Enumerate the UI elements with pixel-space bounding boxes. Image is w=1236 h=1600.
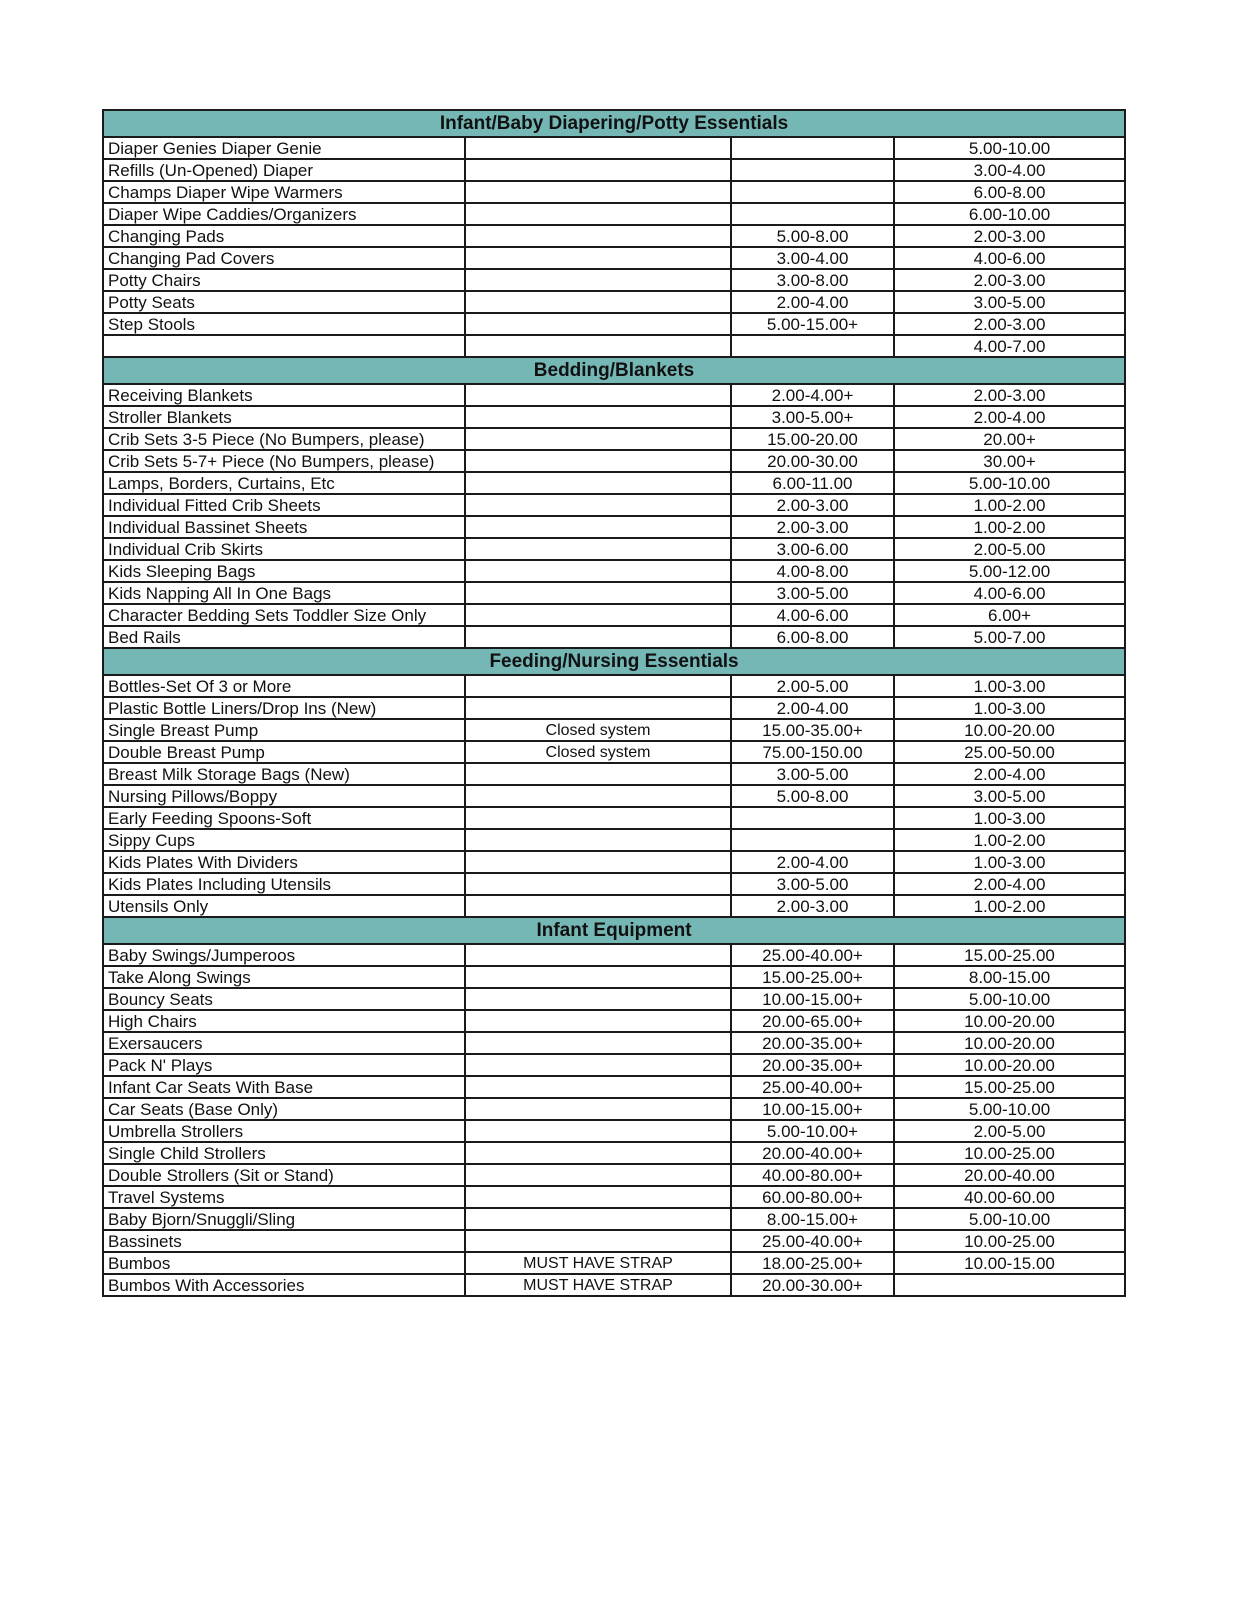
item-name-cell: Pack N' Plays (103, 1054, 465, 1076)
item-name-cell: Champs Diaper Wipe Warmers (103, 181, 465, 203)
table-row (103, 1274, 1125, 1296)
table-row (103, 1032, 1125, 1054)
table-row (103, 1076, 1125, 1098)
price-range-b-cell: 2.00-5.00 (894, 1120, 1125, 1142)
item-name-cell: Bumbos (103, 1252, 465, 1274)
section-title: Infant Equipment (103, 917, 1125, 944)
table-row (103, 1164, 1125, 1186)
item-name-cell: Sippy Cups (103, 829, 465, 851)
note-cell (465, 1120, 731, 1142)
section-title: Bedding/Blankets (103, 357, 1125, 384)
note-cell (465, 1098, 731, 1120)
item-name-cell: Changing Pad Covers (103, 247, 465, 269)
item-name-cell: Single Breast Pump (103, 719, 465, 741)
note-cell: MUST HAVE STRAP (465, 1274, 731, 1296)
price-range-a-cell: 60.00-80.00+ (731, 1186, 894, 1208)
price-range-a-cell: 3.00-5.00 (731, 873, 894, 895)
price-range-b-cell: 1.00-3.00 (894, 697, 1125, 719)
table-row (103, 829, 1125, 851)
table-row (103, 516, 1125, 538)
note-cell (465, 697, 731, 719)
price-range-a-cell: 10.00-15.00+ (731, 988, 894, 1010)
price-range-a-cell: 2.00-3.00 (731, 516, 894, 538)
note-cell (465, 560, 731, 582)
table-row (103, 1120, 1125, 1142)
note-cell (465, 1186, 731, 1208)
table-row (103, 1098, 1125, 1120)
table-row (103, 313, 1125, 335)
table-row (103, 1010, 1125, 1032)
price-range-a-cell: 2.00-4.00 (731, 851, 894, 873)
note-cell (465, 313, 731, 335)
price-range-a-cell: 2.00-3.00 (731, 895, 894, 917)
table-row (103, 895, 1125, 917)
item-name-cell: Nursing Pillows/Boppy (103, 785, 465, 807)
price-range-a-cell (731, 829, 894, 851)
price-range-b-cell: 2.00-4.00 (894, 406, 1125, 428)
item-name-cell: High Chairs (103, 1010, 465, 1032)
note-cell (465, 944, 731, 966)
table-row (103, 538, 1125, 560)
item-name-cell: Step Stools (103, 313, 465, 335)
table-row (103, 719, 1125, 741)
price-range-b-cell: 8.00-15.00 (894, 966, 1125, 988)
price-range-a-cell: 4.00-8.00 (731, 560, 894, 582)
price-range-b-cell: 6.00-10.00 (894, 203, 1125, 225)
price-range-b-cell: 10.00-20.00 (894, 1032, 1125, 1054)
note-cell (465, 159, 731, 181)
note-cell (465, 450, 731, 472)
price-range-b-cell: 5.00-10.00 (894, 472, 1125, 494)
table-row (103, 1142, 1125, 1164)
price-range-b-cell: 1.00-3.00 (894, 675, 1125, 697)
price-range-b-cell: 10.00-15.00 (894, 1252, 1125, 1274)
note-cell (465, 1230, 731, 1252)
table-row (103, 1208, 1125, 1230)
price-range-a-cell: 75.00-150.00 (731, 741, 894, 763)
item-name-cell: Infant Car Seats With Base (103, 1076, 465, 1098)
item-name-cell: Bouncy Seats (103, 988, 465, 1010)
table-row (103, 247, 1125, 269)
table-row (103, 406, 1125, 428)
price-range-b-cell: 2.00-3.00 (894, 269, 1125, 291)
item-name-cell: Receiving Blankets (103, 384, 465, 406)
price-range-a-cell: 20.00-30.00+ (731, 1274, 894, 1296)
item-name-cell: Potty Chairs (103, 269, 465, 291)
table-row (103, 269, 1125, 291)
price-range-b-cell: 10.00-25.00 (894, 1230, 1125, 1252)
price-range-a-cell: 3.00-5.00+ (731, 406, 894, 428)
note-cell (465, 582, 731, 604)
price-range-a-cell: 2.00-3.00 (731, 494, 894, 516)
note-cell (465, 873, 731, 895)
section-header-row (103, 357, 1125, 384)
note-cell (465, 384, 731, 406)
item-name-cell: Stroller Blankets (103, 406, 465, 428)
price-range-b-cell: 2.00-3.00 (894, 384, 1125, 406)
table-row (103, 582, 1125, 604)
price-range-b-cell: 5.00-12.00 (894, 560, 1125, 582)
note-cell (465, 829, 731, 851)
item-name-cell (103, 335, 465, 357)
note-cell (465, 472, 731, 494)
price-range-a-cell: 5.00-8.00 (731, 225, 894, 247)
item-name-cell: Double Strollers (Sit or Stand) (103, 1164, 465, 1186)
item-name-cell: Bottles-Set Of 3 or More (103, 675, 465, 697)
table-row (103, 1186, 1125, 1208)
table-row (103, 428, 1125, 450)
price-range-b-cell: 4.00-6.00 (894, 582, 1125, 604)
price-range-b-cell: 1.00-2.00 (894, 494, 1125, 516)
price-range-b-cell: 3.00-5.00 (894, 291, 1125, 313)
price-range-a-cell: 5.00-8.00 (731, 785, 894, 807)
price-range-a-cell (731, 335, 894, 357)
table-row (103, 335, 1125, 357)
note-cell (465, 181, 731, 203)
item-name-cell: Diaper Genies Diaper Genie (103, 137, 465, 159)
note-cell (465, 807, 731, 829)
price-range-a-cell: 20.00-35.00+ (731, 1054, 894, 1076)
price-range-a-cell: 20.00-65.00+ (731, 1010, 894, 1032)
note-cell (465, 428, 731, 450)
table-row (103, 384, 1125, 406)
item-name-cell: Utensils Only (103, 895, 465, 917)
item-name-cell: Kids Plates Including Utensils (103, 873, 465, 895)
note-cell (465, 851, 731, 873)
note-cell (465, 604, 731, 626)
item-name-cell: Car Seats (Base Only) (103, 1098, 465, 1120)
note-cell (465, 675, 731, 697)
table-row (103, 807, 1125, 829)
price-range-b-cell: 3.00-5.00 (894, 785, 1125, 807)
price-range-a-cell: 4.00-6.00 (731, 604, 894, 626)
table-row (103, 675, 1125, 697)
note-cell (465, 137, 731, 159)
table-row (103, 450, 1125, 472)
item-name-cell: Exersaucers (103, 1032, 465, 1054)
item-name-cell: Crib Sets 3-5 Piece (No Bumpers, please) (103, 428, 465, 450)
price-range-b-cell: 2.00-4.00 (894, 763, 1125, 785)
price-range-a-cell: 2.00-4.00+ (731, 384, 894, 406)
item-name-cell: Early Feeding Spoons-Soft (103, 807, 465, 829)
price-range-a-cell: 25.00-40.00+ (731, 1076, 894, 1098)
price-range-a-cell: 3.00-5.00 (731, 582, 894, 604)
note-cell (465, 895, 731, 917)
price-range-a-cell: 20.00-40.00+ (731, 1142, 894, 1164)
price-range-a-cell: 18.00-25.00+ (731, 1252, 894, 1274)
section-header-row (103, 648, 1125, 675)
note-cell (465, 335, 731, 357)
item-name-cell: Breast Milk Storage Bags (New) (103, 763, 465, 785)
item-name-cell: Plastic Bottle Liners/Drop Ins (New) (103, 697, 465, 719)
price-range-b-cell: 5.00-10.00 (894, 137, 1125, 159)
table-row (103, 225, 1125, 247)
note-cell (465, 494, 731, 516)
table-row (103, 763, 1125, 785)
price-range-a-cell: 2.00-4.00 (731, 291, 894, 313)
price-range-b-cell: 25.00-50.00 (894, 741, 1125, 763)
price-range-b-cell: 30.00+ (894, 450, 1125, 472)
section-header-row (103, 917, 1125, 944)
table-row (103, 604, 1125, 626)
item-name-cell: Crib Sets 5-7+ Piece (No Bumpers, please) (103, 450, 465, 472)
price-range-b-cell: 40.00-60.00 (894, 1186, 1125, 1208)
note-cell (465, 966, 731, 988)
price-range-b-cell: 10.00-20.00 (894, 1010, 1125, 1032)
table-row (103, 137, 1125, 159)
table-row (103, 851, 1125, 873)
price-range-a-cell (731, 181, 894, 203)
price-range-a-cell: 3.00-6.00 (731, 538, 894, 560)
note-cell (465, 1010, 731, 1032)
note-cell (465, 203, 731, 225)
table-row (103, 472, 1125, 494)
item-name-cell: Individual Crib Skirts (103, 538, 465, 560)
item-name-cell: Take Along Swings (103, 966, 465, 988)
item-name-cell: Changing Pads (103, 225, 465, 247)
price-range-a-cell: 6.00-11.00 (731, 472, 894, 494)
note-cell (465, 291, 731, 313)
note-cell (465, 269, 731, 291)
price-range-a-cell: 2.00-4.00 (731, 697, 894, 719)
note-cell (465, 1164, 731, 1186)
item-name-cell: Potty Seats (103, 291, 465, 313)
price-range-a-cell: 3.00-8.00 (731, 269, 894, 291)
item-name-cell: Baby Swings/Jumperoos (103, 944, 465, 966)
section-header-row (103, 110, 1125, 137)
price-range-a-cell: 15.00-25.00+ (731, 966, 894, 988)
price-range-a-cell: 25.00-40.00+ (731, 1230, 894, 1252)
table-row (103, 1252, 1125, 1274)
table-row (103, 988, 1125, 1010)
note-cell: Closed system (465, 719, 731, 741)
price-range-b-cell: 2.00-3.00 (894, 225, 1125, 247)
note-cell (465, 1054, 731, 1076)
price-range-b-cell: 3.00-4.00 (894, 159, 1125, 181)
price-range-a-cell: 3.00-5.00 (731, 763, 894, 785)
item-name-cell: Refills (Un-Opened) Diaper (103, 159, 465, 181)
price-range-a-cell: 6.00-8.00 (731, 626, 894, 648)
item-name-cell: Character Bedding Sets Toddler Size Only (103, 604, 465, 626)
price-range-a-cell: 3.00-4.00 (731, 247, 894, 269)
note-cell (465, 538, 731, 560)
table-row (103, 741, 1125, 763)
item-name-cell: Kids Napping All In One Bags (103, 582, 465, 604)
price-range-b-cell: 1.00-3.00 (894, 807, 1125, 829)
price-range-a-cell (731, 159, 894, 181)
price-range-b-cell: 20.00-40.00 (894, 1164, 1125, 1186)
price-range-b-cell: 5.00-10.00 (894, 1098, 1125, 1120)
item-name-cell: Kids Sleeping Bags (103, 560, 465, 582)
price-range-b-cell: 10.00-20.00 (894, 1054, 1125, 1076)
table-row (103, 159, 1125, 181)
price-range-b-cell: 15.00-25.00 (894, 1076, 1125, 1098)
price-range-a-cell: 15.00-35.00+ (731, 719, 894, 741)
price-range-b-cell: 1.00-3.00 (894, 851, 1125, 873)
price-range-b-cell: 10.00-25.00 (894, 1142, 1125, 1164)
table-row (103, 181, 1125, 203)
note-cell: Closed system (465, 741, 731, 763)
price-range-b-cell: 1.00-2.00 (894, 895, 1125, 917)
item-name-cell: Kids Plates With Dividers (103, 851, 465, 873)
price-range-b-cell: 2.00-4.00 (894, 873, 1125, 895)
item-name-cell: Individual Bassinet Sheets (103, 516, 465, 538)
price-range-b-cell: 20.00+ (894, 428, 1125, 450)
note-cell (465, 406, 731, 428)
price-range-b-cell: 5.00-10.00 (894, 1208, 1125, 1230)
price-range-a-cell: 25.00-40.00+ (731, 944, 894, 966)
table-row (103, 626, 1125, 648)
price-range-a-cell (731, 137, 894, 159)
section-title: Feeding/Nursing Essentials (103, 648, 1125, 675)
table-row (103, 203, 1125, 225)
note-cell (465, 516, 731, 538)
item-name-cell: Double Breast Pump (103, 741, 465, 763)
price-range-a-cell: 40.00-80.00+ (731, 1164, 894, 1186)
price-range-a-cell (731, 203, 894, 225)
note-cell (465, 225, 731, 247)
table-row (103, 873, 1125, 895)
table-row (103, 1230, 1125, 1252)
note-cell (465, 763, 731, 785)
price-range-a-cell: 5.00-15.00+ (731, 313, 894, 335)
price-range-a-cell: 20.00-30.00 (731, 450, 894, 472)
table-row (103, 944, 1125, 966)
price-range-a-cell: 5.00-10.00+ (731, 1120, 894, 1142)
price-range-b-cell: 2.00-5.00 (894, 538, 1125, 560)
price-range-a-cell: 10.00-15.00+ (731, 1098, 894, 1120)
item-name-cell: Bumbos With Accessories (103, 1274, 465, 1296)
note-cell (465, 988, 731, 1010)
price-range-b-cell: 1.00-2.00 (894, 516, 1125, 538)
price-range-b-cell: 15.00-25.00 (894, 944, 1125, 966)
note-cell (465, 1208, 731, 1230)
price-range-b-cell: 1.00-2.00 (894, 829, 1125, 851)
price-range-a-cell (731, 807, 894, 829)
item-name-cell: Baby Bjorn/Snuggli/Sling (103, 1208, 465, 1230)
note-cell (465, 626, 731, 648)
price-range-a-cell: 2.00-5.00 (731, 675, 894, 697)
table-row (103, 1054, 1125, 1076)
table-row (103, 785, 1125, 807)
table-row (103, 966, 1125, 988)
table-row (103, 291, 1125, 313)
item-name-cell: Single Child Strollers (103, 1142, 465, 1164)
price-table (102, 109, 1126, 1297)
price-range-b-cell: 4.00-7.00 (894, 335, 1125, 357)
note-cell (465, 1076, 731, 1098)
price-range-b-cell: 6.00-8.00 (894, 181, 1125, 203)
item-name-cell: Bassinets (103, 1230, 465, 1252)
note-cell (465, 785, 731, 807)
item-name-cell: Individual Fitted Crib Sheets (103, 494, 465, 516)
item-name-cell: Bed Rails (103, 626, 465, 648)
item-name-cell: Diaper Wipe Caddies/Organizers (103, 203, 465, 225)
price-range-a-cell: 15.00-20.00 (731, 428, 894, 450)
price-range-b-cell: 5.00-10.00 (894, 988, 1125, 1010)
price-table-body (103, 110, 1125, 1296)
item-name-cell: Umbrella Strollers (103, 1120, 465, 1142)
price-range-b-cell: 10.00-20.00 (894, 719, 1125, 741)
item-name-cell: Lamps, Borders, Curtains, Etc (103, 472, 465, 494)
table-row (103, 697, 1125, 719)
note-cell (465, 1142, 731, 1164)
note-cell (465, 247, 731, 269)
note-cell: MUST HAVE STRAP (465, 1252, 731, 1274)
table-row (103, 560, 1125, 582)
price-range-b-cell: 5.00-7.00 (894, 626, 1125, 648)
price-range-b-cell (894, 1274, 1125, 1296)
price-range-b-cell: 6.00+ (894, 604, 1125, 626)
price-range-b-cell: 2.00-3.00 (894, 313, 1125, 335)
price-range-a-cell: 8.00-15.00+ (731, 1208, 894, 1230)
section-title: Infant/Baby Diapering/Potty Essentials (103, 110, 1125, 137)
item-name-cell: Travel Systems (103, 1186, 465, 1208)
note-cell (465, 1032, 731, 1054)
price-range-b-cell: 4.00-6.00 (894, 247, 1125, 269)
table-row (103, 494, 1125, 516)
price-range-a-cell: 20.00-35.00+ (731, 1032, 894, 1054)
